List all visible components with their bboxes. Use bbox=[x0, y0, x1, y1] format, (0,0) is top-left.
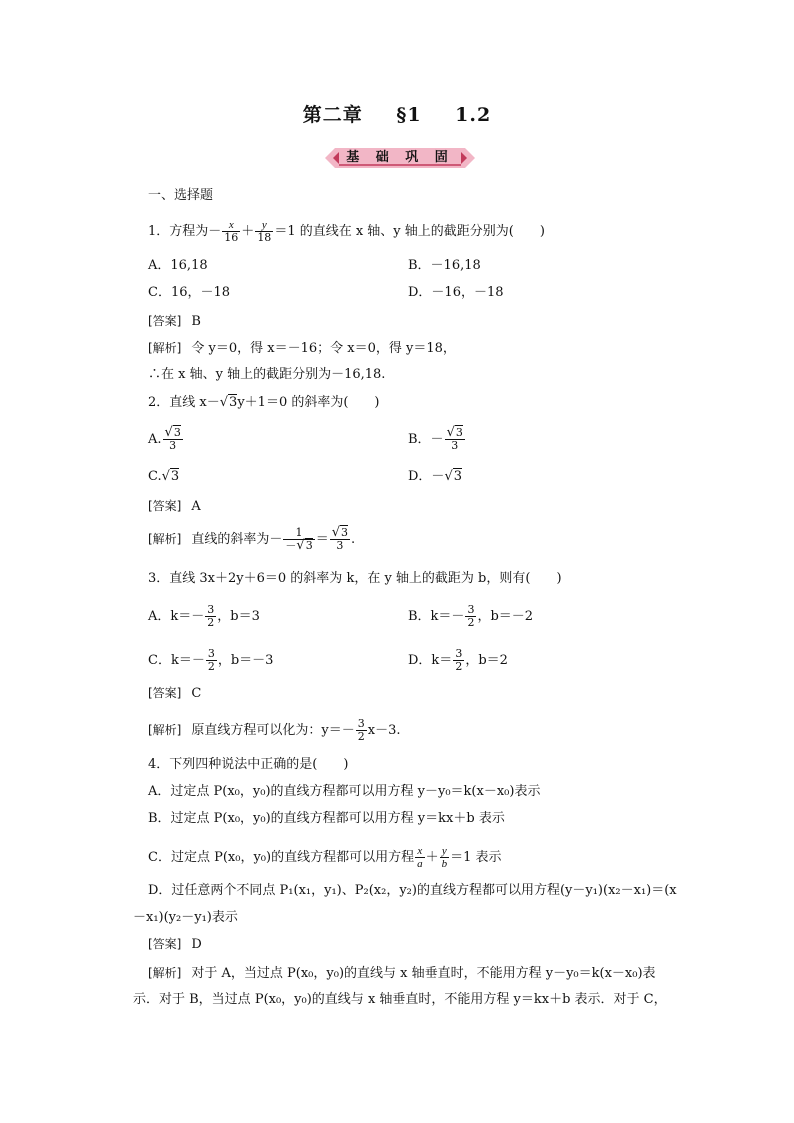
q3-option-a: A．k＝－ $\frac{3}{2}$ ，b＝3 bbox=[148, 603, 260, 629]
q3-answer: [答案] C bbox=[148, 686, 202, 701]
q1-analysis-line-1: [解析] 令 y＝0，得 x＝－16；令 x＝0，得 y＝18， bbox=[148, 341, 456, 356]
question-4-stem: 4．下列四种说法中正确的是( ) bbox=[148, 757, 349, 772]
q3-option-d: D．k＝ $\frac{3}{2}$ ，b＝2 bbox=[408, 647, 508, 673]
subsection-label: 1.2 bbox=[455, 104, 492, 126]
q4-option-d-line-1: D．过任意两个不同点 P₁(x₁，y₁)、P₂(x₂，y₂)的直线方程都可以用方程(y－y₁)(x₂－x₁)＝(x bbox=[148, 883, 677, 898]
question-2-stem: 2．直线 x－√3y＋1＝0 的斜率为( ) bbox=[148, 395, 380, 410]
fraction: $\frac{y}{18}$ bbox=[257, 219, 272, 244]
section-heading: 一、选择题 bbox=[148, 188, 214, 203]
q2-answer: [答案] A bbox=[148, 499, 201, 514]
question-3-stem: 3．直线 3x＋2y＋6＝0 的斜率为 k，在 y 轴上的截距为 b，则有( ) bbox=[148, 571, 562, 586]
q4-analysis-line-1: [解析] 对于 A，当过点 P(x₀，y₀)的直线与 x 轴垂直时，不能用方程 y－y₀＝k(x－x₀)表 bbox=[148, 966, 656, 981]
fraction: $\frac{y}{b}$ bbox=[441, 845, 448, 870]
fraction: $\frac{3}{2}$ bbox=[207, 647, 215, 673]
q4-option-c: C．过定点 P(x₀，y₀)的直线方程都可以用方程 $\frac{x}{a}$ ＋ $\frac{y}{b}$ ＝1 表示 bbox=[148, 845, 502, 870]
q2-option-c: C.√3 bbox=[148, 469, 180, 484]
q1-option-d: D．－16，－18 bbox=[408, 285, 504, 300]
q3-option-c: C．k＝－ $\frac{3}{2}$ ，b＝－3 bbox=[148, 647, 274, 673]
question-1-stem: 1．方程为－ $\frac{x}{16}$ ＋ $\frac{y}{18}$ ＝1 的直线在 x 轴、y 轴上的截距分别为( ) bbox=[148, 219, 545, 244]
q2-option-b: B．－ $\frac{√3}{3}$ bbox=[408, 425, 463, 452]
fraction: $\frac{3}{2}$ bbox=[467, 603, 475, 629]
fraction: $\frac{√3}{3}$ bbox=[164, 425, 181, 452]
section-label: §1 bbox=[396, 104, 422, 126]
fraction: $\frac{3}{2}$ bbox=[357, 717, 365, 743]
q1-option-b: B．－16,18 bbox=[408, 258, 481, 273]
q4-option-d-line-2: －x₁)(y₂－y₁)表示 bbox=[133, 910, 238, 925]
q3-analysis: [解析] 原直线方程可以化为：y＝－ $\frac{3}{2}$ x－3. bbox=[148, 717, 401, 743]
fraction: $\frac{√3}{3}$ bbox=[446, 425, 463, 452]
q2-analysis: [解析] 直线的斜率为－ $\frac{1}{-√3}$ ＝ $\frac{√3}{3}$ . bbox=[148, 525, 356, 553]
q2-option-a: A. $\frac{√3}{3}$ bbox=[148, 425, 181, 452]
chapter-label: 第二章 bbox=[302, 104, 363, 126]
q4-option-a: A．过定点 P(x₀，y₀)的直线方程都可以用方程 y－y₀＝k(x－x₀)表示 bbox=[148, 784, 541, 799]
q1-answer: [答案] B bbox=[148, 314, 201, 329]
fraction: $\frac{√3}{3}$ bbox=[331, 525, 348, 552]
q1-option-c: C．16，－18 bbox=[148, 285, 231, 300]
q4-option-b: B．过定点 P(x₀，y₀)的直线方程都可以用方程 y＝kx＋b 表示 bbox=[148, 811, 505, 826]
fraction: $\frac{x}{a}$ bbox=[417, 845, 423, 870]
q2-option-d: D．－√3 bbox=[408, 469, 463, 484]
q1-analysis-line-2: ∴在 x 轴、y 轴上的截距分别为－16,18. bbox=[148, 367, 386, 382]
fraction: $\frac{1}{-√3}$ bbox=[285, 526, 313, 553]
q3-option-b: B．k＝－ $\frac{3}{2}$ ，b＝－2 bbox=[408, 603, 534, 629]
fraction: $\frac{3}{2}$ bbox=[207, 603, 215, 629]
q1-option-a: A．16,18 bbox=[148, 258, 208, 273]
fraction: $\frac{3}{2}$ bbox=[455, 647, 463, 673]
fraction: $\frac{x}{16}$ bbox=[224, 219, 239, 244]
q4-answer: [答案] D bbox=[148, 937, 202, 952]
banner-label: 基 础 巩 固 bbox=[346, 150, 454, 165]
page-title bbox=[0, 100, 794, 127]
q4-analysis-line-2: 示．对于 B，当过点 P(x₀，y₀)的直线与 x 轴垂直时，不能用方程 y＝kx＋b 表示．对于 C， bbox=[133, 992, 667, 1007]
